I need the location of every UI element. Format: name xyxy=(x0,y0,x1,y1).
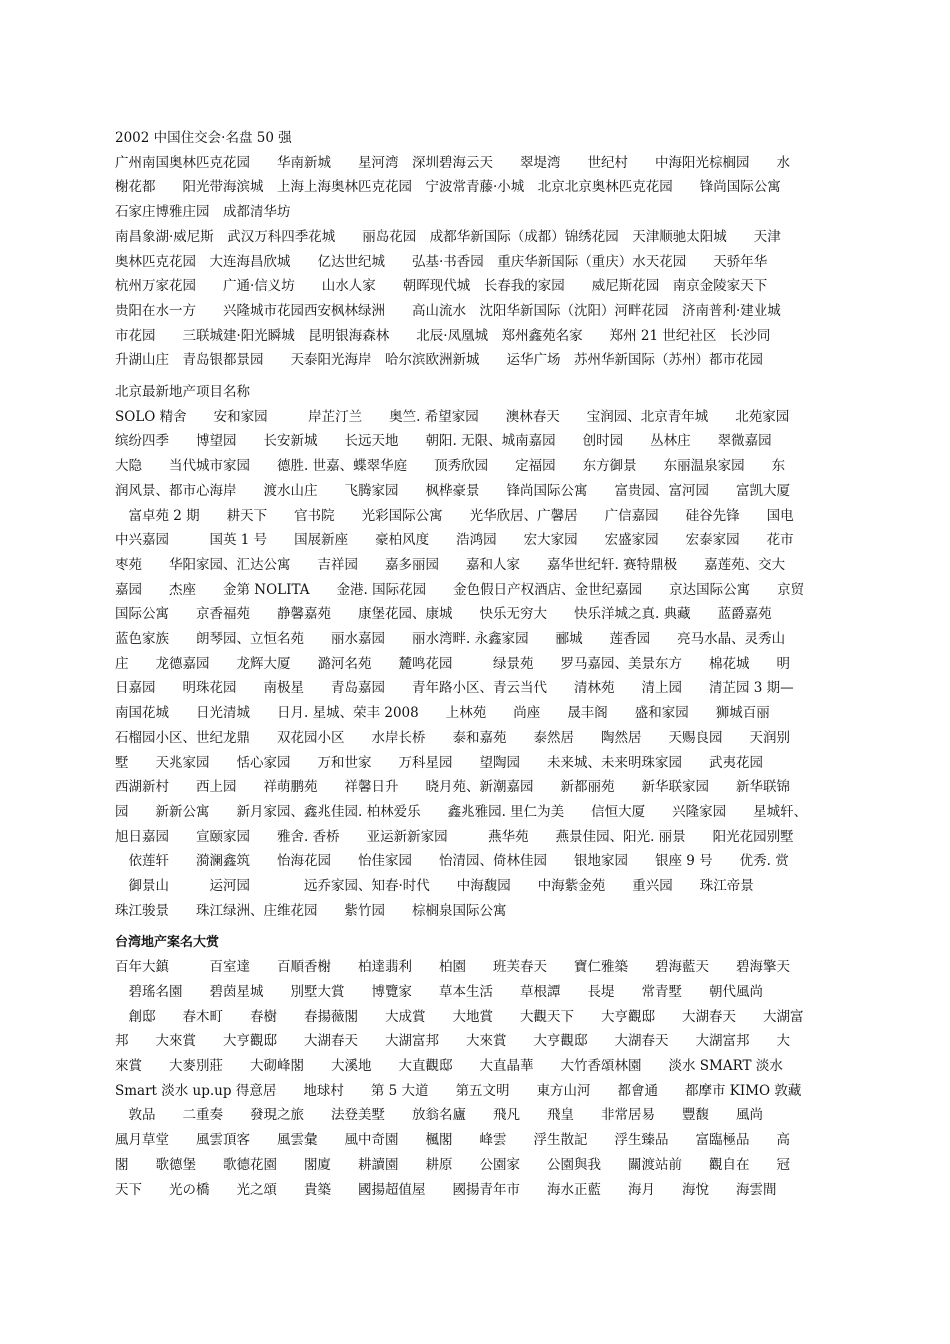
text-line: 市花园 三联城建·阳光瞬城 昆明银海森林 北辰·凤凰城 郑州鑫苑名家 郑州 21 世纪社区 长沙同 xyxy=(115,327,771,344)
text-line: 石榴园小区、世纪龙鼎 双花园小区 水岸长桥 泰和嘉苑 泰然居 陶然居 天赐良园 天润别 xyxy=(115,729,790,746)
section-title-top50: 2002 中国住交会·名盘 50 强 xyxy=(115,130,292,146)
text-line: 邦 大來賞 大亨觀邸 大湖春天 大湖富邦 大來賞 大亨觀邸 大湖春天 大湖富邦 大 xyxy=(115,1033,790,1050)
text-line: 西湖新村 西上园 祥萌鹏苑 祥馨日升 晓月苑、新潮嘉园 新都丽苑 新华联家园 新华联锦 xyxy=(115,779,790,796)
text-line: 庄 龙德嘉园 龙辉大厦 潞河名苑 麓鸣花园 绿景苑 罗马嘉园、美景东方 棉花城 明 xyxy=(115,655,790,672)
text-line: SOLO 精舍 安和家园 岸芷汀兰 奥竺. 希望家园 澳林春天 宝润园、北京青年城 北苑家园 xyxy=(115,408,790,425)
document-page xyxy=(115,126,835,1202)
text-line: 大隐 当代城市家园 德胜. 世嘉、蝶翠华庭 顶秀欣园 定福园 东方御景 东丽温泉家园 东 xyxy=(115,458,786,475)
text-line: 旭日嘉园 宣颐家园 雅舍. 香桥 亚运新新家园 燕华苑 燕景佳园、阳光. 丽景 阳光花园别墅 xyxy=(115,828,794,845)
text-line: 中兴嘉园 国英 1 号 国展新座 豪柏风度 浩鸿园 宏大家园 宏盛家园 宏泰家园 花市 xyxy=(115,532,794,549)
text-line: 御景山 运河园 远乔家园、知春·时代 中海馥园 中海紫金苑 重兴园 珠江帝景 xyxy=(115,878,754,895)
text-line: 碧瑤名園 碧茵星城 別墅大賞 博覽家 草本生活 草根譚 長堤 常青墅 朝代風尚 xyxy=(115,983,763,1000)
section-title-beijing: 北京最新地产项目名称 xyxy=(115,384,250,401)
text-line: 來賞 大麥別莊 大砌峰閣 大溪地 大直觀邸 大直晶華 大竹香頌林園 淡水 SMART 淡水 xyxy=(115,1058,783,1075)
text-line: 广州南国奥林匹克花园 华南新城 星河湾 深圳碧海云天 翠堤湾 世纪村 中海阳光棕榈园 水 xyxy=(115,154,790,171)
text-line: 国际公寓 京香福苑 静馨嘉苑 康堡花园、康城 快乐无穷大 快乐洋城之真. 典藏 蓝爵嘉苑 xyxy=(115,606,772,623)
section-top50 xyxy=(115,126,835,373)
text-line: 富卓苑 2 期 耕天下 官书院 光彩国际公寓 光华欣居、广馨居 广信嘉园 硅谷先锋 国电 xyxy=(115,507,794,524)
text-line: 天下 光の橋 光之頌 貴築 國揚超值屋 國揚青年市 海水正藍 海月 海悅 海雲間 xyxy=(115,1181,777,1198)
text-line: 贵阳在水一方 兴隆城市花园西安枫林绿洲 高山流水 沈阳华新国际（沈阳）河畔花园 济南普利·建业城 xyxy=(115,302,781,319)
text-line: 日嘉园 明珠花园 南极星 青岛嘉园 青年路小区、青云当代 清林苑 清上园 清芷园 3 期— xyxy=(115,680,794,697)
text-line: 珠江骏景 珠江绿洲、庄维花园 紫竹园 棕榈泉国际公寓 xyxy=(115,902,507,919)
text-line: 枣苑 华阳家园、汇达公寓 吉祥园 嘉多丽园 嘉和人家 嘉华世纪轩. 赛特鼎极 嘉莲苑、交大 xyxy=(115,556,786,573)
text-line: 依莲轩 漪澜鑫筑 怡海花园 怡佳家园 怡清园、倚林佳园 银地家园 银座 9 号 优秀. 赏 xyxy=(115,853,789,870)
text-line: 百年大鎮 百室達 百順香榭 柏達翡利 柏園 班芙春天 寶仁雅築 碧海藍天 碧海擎天 xyxy=(115,959,790,976)
section-gap xyxy=(115,924,835,931)
text-line: 园 新新公寓 新月家园、鑫兆佳园. 柏林爱乐 鑫兆雅园. 里仁为美 信恒大厦 兴隆家园 星城轩、 xyxy=(115,803,808,820)
section-gap xyxy=(115,373,835,380)
text-line: 敦品 二重奏 發現之旅 法登美墅 放翁名廬 飛凡 飛皇 非常居易 豐馥 風尚 xyxy=(115,1107,763,1124)
text-line: 南国花城 日光清城 日月. 星城、荣丰 2008 上林苑 尚座 晟丰阁 盛和家园 狮城百丽 xyxy=(115,705,770,722)
text-line: 閣 歌德堡 歌德花園 閣廈 耕讀園 耕原 公園家 公園與我 關渡站前 觀自在 冠 xyxy=(115,1156,790,1173)
text-line: 榭花都 阳光带海滨城 上海上海奥林匹克花园 宁波常青藤·小城 北京北京奥林匹克花园 锋尚国际公寓 xyxy=(115,179,781,196)
text-line: 嘉园 杰座 金第 NOLITA 金港. 国际花园 金色假日产权酒店、金世纪嘉园 京达国际公寓 京贸 xyxy=(115,581,805,598)
section-beijing xyxy=(115,380,835,923)
text-line: 南昌象湖·威尼斯 武汉万科四季花城 丽岛花园 成都华新国际（成都）锦绣花园 天津顺驰太阳城 天津 xyxy=(115,228,781,245)
text-line: 石家庄博雅庄园 成都清华坊 xyxy=(115,204,291,221)
section-title-taiwan: 台湾地产案名大赏 xyxy=(115,934,220,950)
text-line: 蓝色家族 朗琴园、立恒名苑 丽水嘉园 丽水湾畔. 永鑫家园 郦城 莲香园 亮马水晶、灵秀山 xyxy=(115,631,786,648)
text-line: 杭州万家花园 广通·信义坊 山水人家 朝晖现代城 长春我的家园 威尼斯花园 南京金陵家天下 xyxy=(115,278,768,295)
text-line: 润风景、都市心海岸 渡水山庄 飞腾家园 枫桦豪景 锋尚国际公寓 富贵园、富河园 富凯大厦 xyxy=(115,482,790,499)
text-line: 奥林匹克花园 大连海昌欣城 亿达世纪城 弘基·书香园 重庆华新国际（重庆）水天花园 天骄年华 xyxy=(115,253,768,270)
text-line: 墅 天兆家园 恬心家园 万和世家 万科星园 望陶园 未来城、未来明珠家园 武夷花园 xyxy=(115,754,763,771)
text-line: 升湖山庄 青岛银都景园 天泰阳光海岸 哈尔滨欧洲新城 运华广场 苏州华新国际（苏州）都市花园 xyxy=(115,352,763,369)
text-line: 創邸 春木町 春樹 春揚薇閣 大成賞 大地賞 大觀天下 大亨觀邸 大湖春天 大湖富 xyxy=(115,1008,804,1025)
section-taiwan xyxy=(115,931,835,1203)
text-line: 風月草堂 風雲頂客 風雲彙 風中奇園 楓閣 峰雲 浮生散記 浮生臻品 富臨極品 高 xyxy=(115,1132,790,1149)
text-line: 缤纷四季 博望园 长安新城 长远天地 朝阳. 无限、城南嘉园 创时园 丛林庄 翠微嘉园 xyxy=(115,433,772,450)
text-line: Smart 淡水 up.up 得意居 地球村 第 5 大道 第五文明 東方山河 都會通 都摩市 KIMO 敦藏 xyxy=(115,1082,802,1099)
